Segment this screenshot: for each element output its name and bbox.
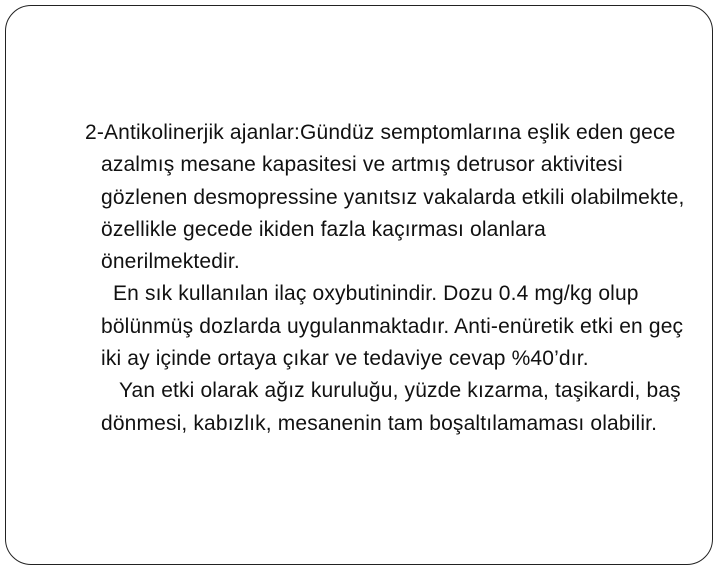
- paragraph-anticholinergic: 2-Antikolinerjik ajanlar:Gündüz semptomlarına eşlik eden gece azalmış mesane kapasitesi ve artmış detrusor aktivitesi gözlenen desmopressine yanıtsız vakalarda etkili olabilmekte, özellikle gecede ikiden fazla kaçırması olanlara önerilmektedir.: [85, 121, 685, 274]
- paragraph-side-effects: Yan etki olarak ağız kuruluğu, yüzde kızarma, taşikardi, baş dönmesi, kabızlık, mesanenin tam boşaltılamaması olabilir.: [101, 379, 681, 435]
- slide-body: [85, 117, 685, 440]
- paragraph-oxybutinin: En sık kullanılan ilaç oxybutinindir. Dozu 0.4 mg/kg olup bölünmüş dozlarda uygulanmaktadır. Anti-enüretik etki en geç iki ay içinde ortaya çıkar ve tedaviye cevap %40’dır.: [101, 282, 684, 371]
